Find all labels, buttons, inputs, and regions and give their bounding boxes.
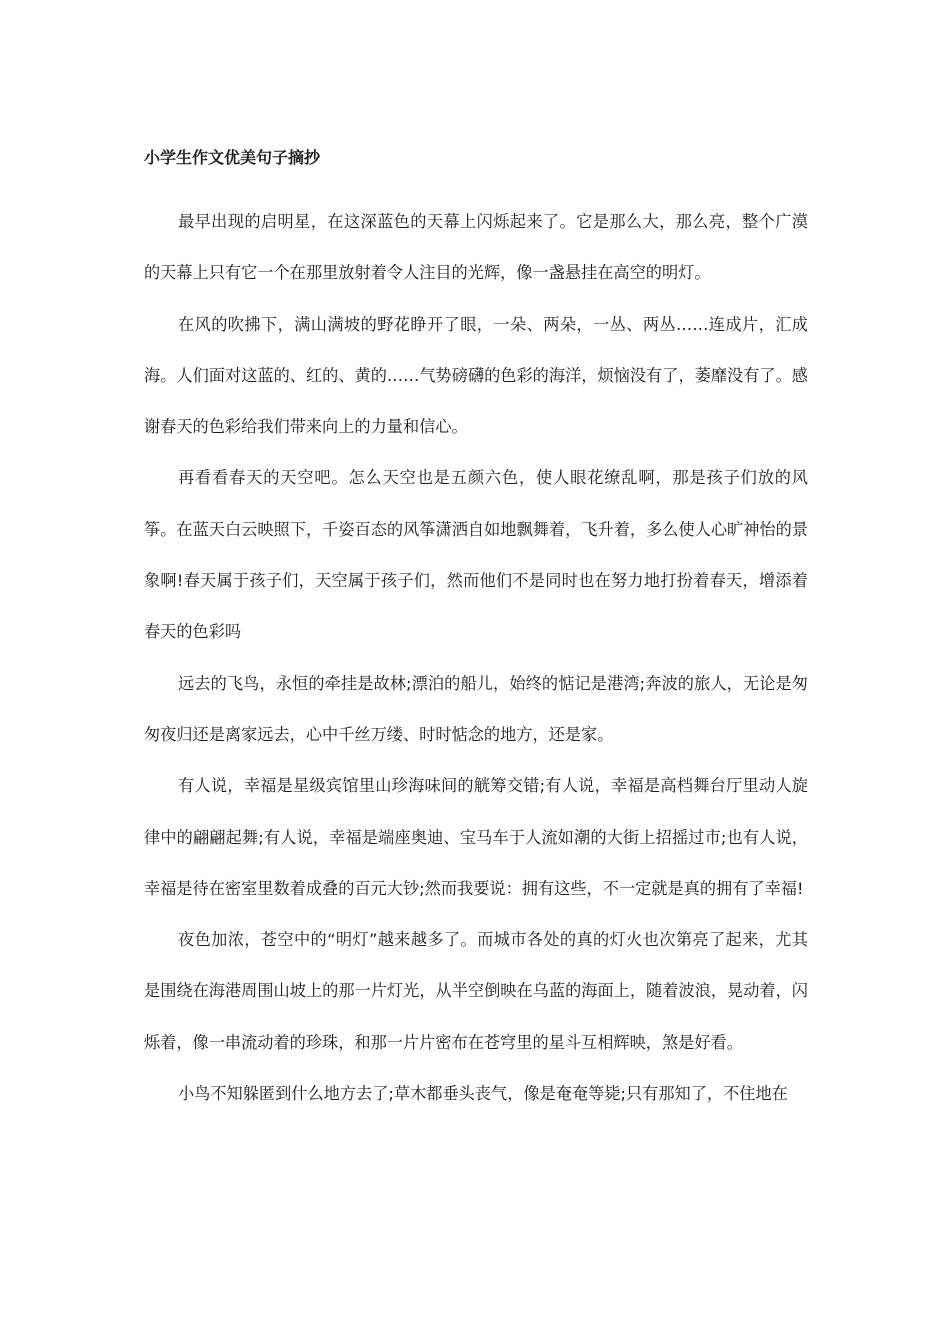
paragraph-2: 在风的吹拂下，满山满坡的野花睁开了眼，一朵、两朵，一丛、两丛……连成片，汇成海。人们面对这蓝的、红的、黄的……气势磅礴的色彩的海洋，烦恼没有了，萎靡没有了。感谢春天的色彩给我们带来向上的力量和信心。 [144,314,808,437]
document-title: 小学生作文优美句子摘抄 [144,148,321,167]
paragraph-1: 最早出现的启明星，在这深蓝色的天幕上闪烁起来了。它是那么大，那么亮，整个广漠的天幕上只有它一个在那里放射着令人注目的光辉，像一盏悬挂在高空的明灯。 [144,212,808,283]
paragraph-4: 远去的飞鸟，永恒的牵挂是故林;漂泊的船儿，始终的惦记是港湾;奔波的旅人，无论是匆匆夜归还是离家远去，心中千丝万缕、时时惦念的地方，还是家。 [144,673,808,744]
paragraph-6: 夜色加浓，苍空中的“明灯”越来越多了。而城市各处的真的灯火也次第亮了起来，尤其是围绕在海港周围山坡上的那一片灯光，从半空倒映在乌蓝的海面上，随着波浪，晃动着，闪烁着，像一串流动着的珍珠，和那一片片密布在苍穹里的星斗互相辉映，煞是好看。 [144,930,808,1052]
paragraph-5: 有人说，幸福是星级宾馆里山珍海味间的觥筹交错;有人说，幸福是高档舞台厅里动人旋律中的翩翩起舞;有人说，幸福是端座奥迪、宝马车于人流如潮的大街上招摇过市;也有人说，幸福是待在密室里数着成叠的百元大钞;然而我要说：拥有这些，不一定就是真的拥有了幸福! [144,776,808,898]
paragraph-7: 小鸟不知躲匿到什么地方去了;草木都垂头丧气，像是奄奄等毙;只有那知了，不住地在 [178,1084,788,1104]
paragraph-3: 再看看春天的天空吧。怎么天空也是五颜六色，使人眼花缭乱啊，那是孩子们放的风筝。在蓝天白云映照下，千姿百态的风筝潇洒自如地飘舞着，飞升着，多么使人心旷神怡的景象啊!春天属于孩子们，天空属于孩子们，然而他们不是同时也在努力地打扮着春天，增添着春天的色彩吗 [144,468,808,642]
document-body [144,196,808,1119]
